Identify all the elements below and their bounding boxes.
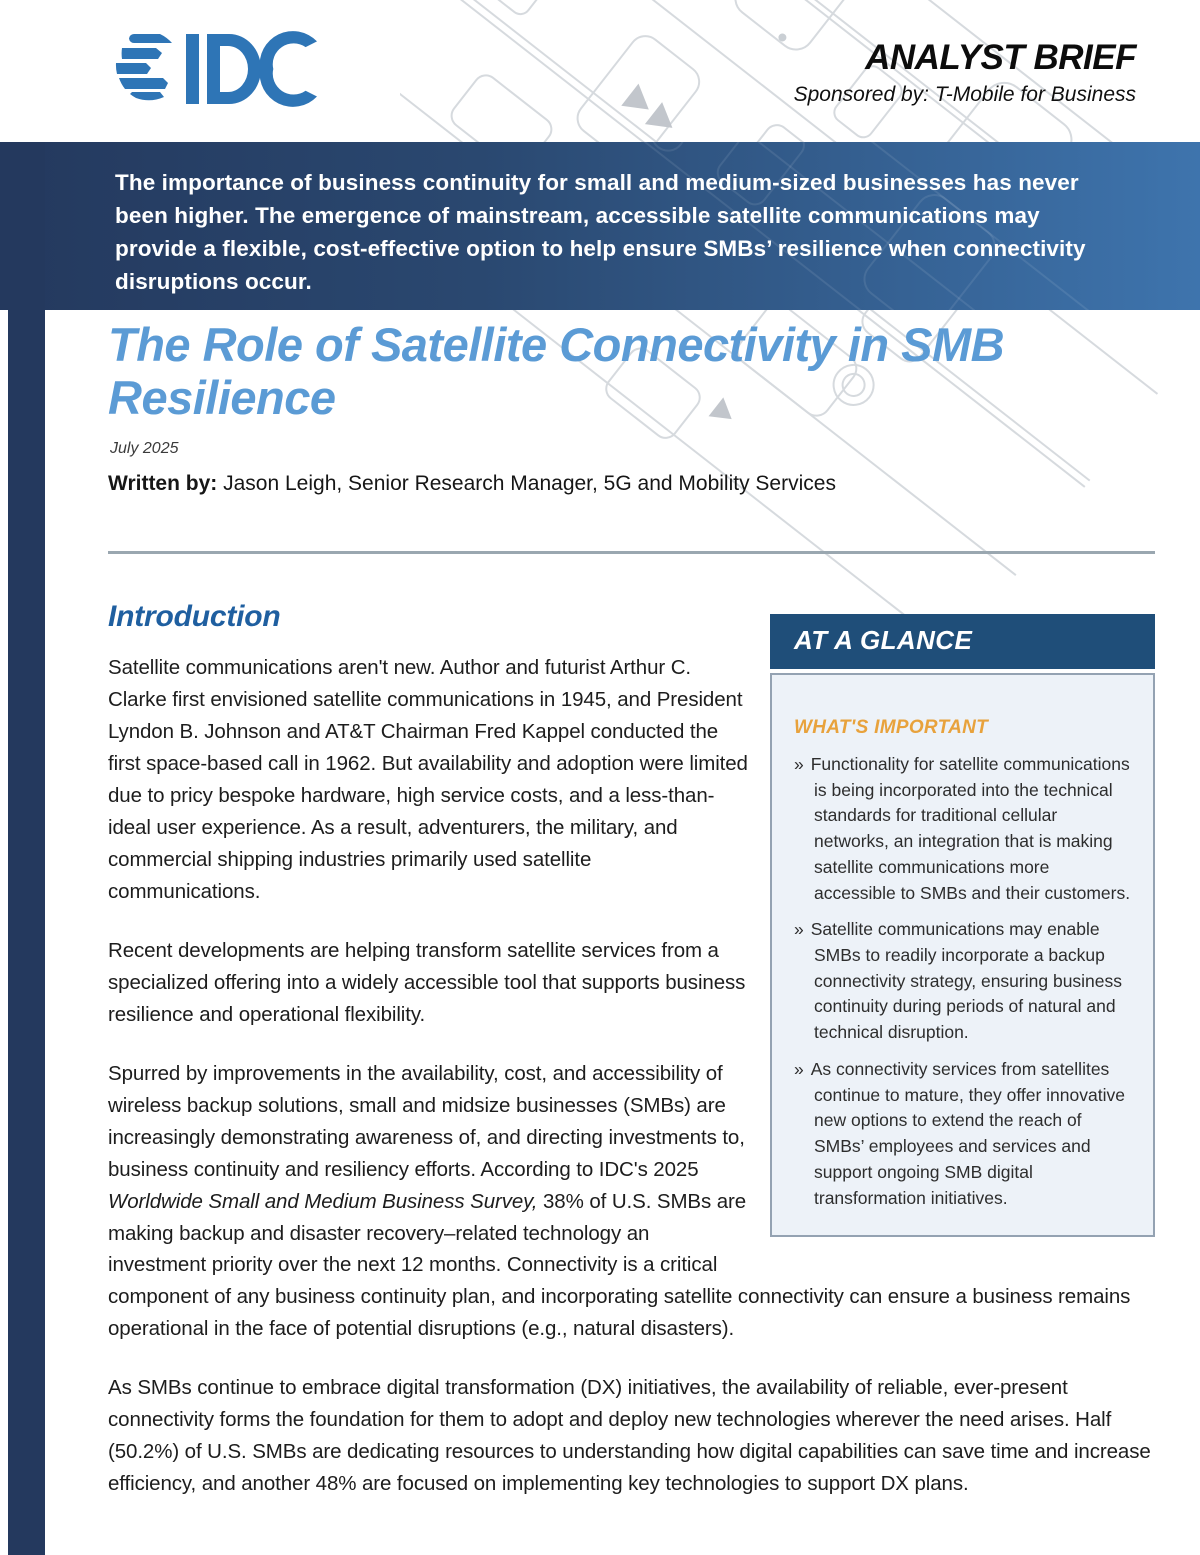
bullet-marker: » (794, 1058, 804, 1079)
banner-summary-text: The importance of business continuity for small and medium-sized businesses has never been higher. The emergence of mainstream, accessible satellite communications may provide a flexible, cost-effective option to help ensure SMBs’ resilience when connectivity disruptions occur. (115, 170, 1086, 295)
bullet-text: Satellite communications may enable SMBs to readily incorporate a backup connectivity strategy, ensuring business continuity during periods of natural and technical disruption. (810, 919, 1123, 1043)
byline-author: Jason Leigh, Senior Research Manager, 5G and Mobility Services (217, 472, 836, 495)
analyst-brief-label: ANALYST BRIEF (865, 38, 1136, 77)
document-header (0, 0, 1200, 142)
introduction-heading: Introduction (108, 600, 281, 633)
publication-date: July 2025 (110, 440, 179, 457)
byline (108, 472, 836, 496)
intro-paragraph-2: Recent developments are helping transform satellite services from a specialized offering into a widely accessible tool that supports business resilience and operational flexibility. (108, 938, 746, 1026)
at-a-glance-body (770, 673, 1155, 1237)
main-content (108, 598, 1155, 1527)
paragraph-text: 38% of U.S. SMBs are making backup and disaster recovery–related technology an investment priority over the next 12 months. Connectivity is a critical component of any business continuity plan, and incorporating satellite connectivity can ensure a business remains operational in the face of potential disruptions (e.g., natural disasters). (108, 1189, 1131, 1341)
byline-prefix: Written by: (108, 472, 218, 495)
idc-logo-icon (108, 30, 323, 117)
page-title: The Role of Satellite Connectivity in SMB Resilience (108, 318, 1005, 425)
list-item (794, 1057, 1133, 1211)
intro-paragraph-1: Satellite communications aren't new. Author and futurist Arthur C. Clarke first envisioned satellite communications in 1945, and President Lyndon B. Johnson and AT&T Chairman Fred Kappel conducted the first space-based call in 1962. But availability and adoption were limited due to pricy bespoke hardware, high service costs, and a less-than-ideal user experience. As a result, adventurers, the military, and commercial shipping industries primarily used satellite communications. (108, 656, 748, 903)
bullet-marker: » (794, 754, 804, 774)
paragraph-text: Spurred by improvements in the availability, cost, and accessibility of wireless backup solutions, small and midsize businesses (SMBs) are increasingly demonstrating awareness of, and directing investments to, business continuity and resiliency efforts. According to IDC's 2025 (108, 1061, 745, 1181)
at-a-glance-sidebar (770, 614, 1155, 1237)
horizontal-divider (108, 551, 1155, 554)
whats-important-list (794, 752, 1133, 1211)
left-accent-bar (8, 142, 45, 1555)
intro-paragraph-4: As SMBs continue to embrace digital transformation (DX) initiatives, the availability of reliable, ever-present connectivity forms the foundation for them to adopt and deploy new technologies wherever the need arises. Half (50.2%) of U.S. SMBs are dedicating resources to understanding how digital capabilities can save time and increase efficiency, and another 48% are focused on implementing key technologies to support DX plans. (108, 1376, 1151, 1496)
whats-important-heading: WHAT'S IMPORTANT (794, 717, 989, 738)
list-item (794, 917, 1133, 1046)
bullet-text: As connectivity services from satellites continue to mature, they offer innovative new options to extend the reach of SMBs’ employees and services and support ongoing SMB digital transformation initiatives. (810, 1058, 1125, 1208)
summary-banner (0, 142, 1200, 310)
survey-title-italic: Worldwide Small and Medium Business Survey, (108, 1189, 538, 1213)
bullet-text: Functionality for satellite communications is being incorporated into the technical standards for traditional cellular networks, an integration that is making satellite communications more accessible to SMBs and their customers. (810, 754, 1131, 903)
at-a-glance-title: AT A GLANCE (770, 614, 1155, 669)
list-item (794, 752, 1133, 906)
bullet-marker: » (794, 919, 804, 940)
sponsored-by-label: Sponsored by: T-Mobile for Business (793, 83, 1136, 106)
brief-title-block (794, 38, 1136, 107)
